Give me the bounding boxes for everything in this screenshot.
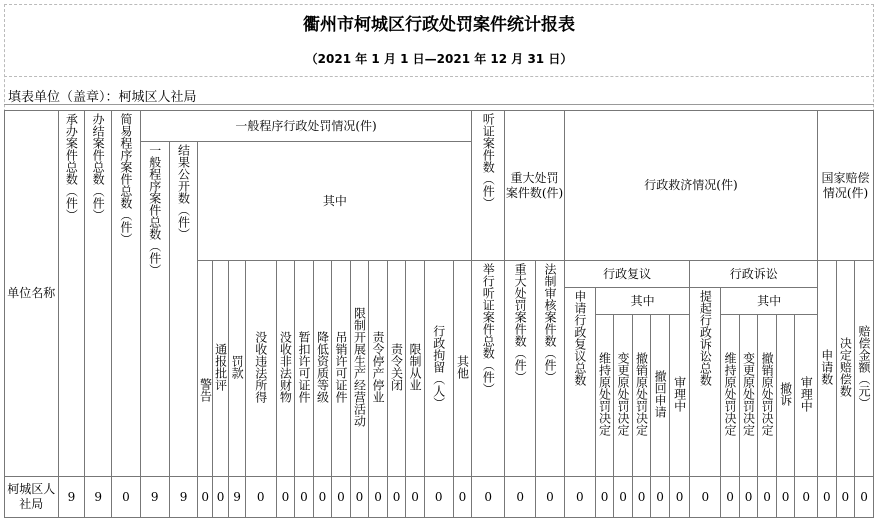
row-value: 0	[795, 477, 818, 518]
row-value: 0	[212, 477, 228, 518]
header-simple-total: 简易程序案件总数（件）	[112, 111, 141, 477]
row-value: 0	[406, 477, 425, 518]
row-value: 9	[140, 477, 169, 518]
header-restrict-employment: 限制从业	[406, 261, 425, 477]
header-unit-name: 单位名称	[5, 111, 59, 477]
header-comp-amount: 赔偿金额（元）	[855, 261, 874, 477]
statistics-table	[4, 110, 874, 518]
header-recon-total: 申请行政复议总数	[564, 288, 595, 477]
row-value: 0	[276, 477, 295, 518]
row-value: 0	[472, 477, 505, 518]
header-closed-total: 办结案件总数（件）	[85, 111, 112, 477]
header-lit-pending: 审理中	[795, 315, 818, 477]
row-value: 0	[776, 477, 795, 518]
row-value: 0	[855, 477, 874, 518]
header-general-total: 一般程序案件总数（件）	[140, 142, 169, 477]
header-lit-total: 提起行政诉讼总数	[690, 288, 721, 477]
row-value: 0	[651, 477, 670, 518]
header-detention: 行政拘留（人）	[424, 261, 453, 477]
row-value: 9	[58, 477, 85, 518]
header-among: 其中	[198, 142, 472, 261]
header-confiscate-property: 没收非法财物	[276, 261, 295, 477]
header-lower-qualification: 降低资质等级	[313, 261, 332, 477]
header-lit-withdraw: 撤诉	[776, 315, 795, 477]
row-value: 0	[669, 477, 690, 518]
header-recon-maintain: 维持原处罚决定	[595, 315, 614, 477]
table-row	[5, 477, 874, 518]
row-value: 0	[632, 477, 651, 518]
header-hearing-total: 举行听证案件总数（件）	[472, 261, 505, 477]
header-legal-review: 法制审核案件数（件）	[536, 261, 565, 477]
header-recon-change: 变更原处罚决定	[614, 315, 633, 477]
header-lit-among: 其中	[721, 288, 818, 315]
header-comp-group: 国家赔偿情况(件)	[818, 111, 874, 261]
header-lit-revoke: 撤销原处罚决定	[758, 315, 777, 477]
row-value: 0	[505, 477, 536, 518]
header-recon-withdraw: 撤回申请	[651, 315, 670, 477]
row-value: 0	[614, 477, 633, 518]
row-value: 0	[369, 477, 388, 518]
header-lit-maintain: 维持原处罚决定	[721, 315, 740, 477]
header-general-group: 一般程序行政处罚情况(件)	[140, 111, 471, 142]
header-suspend-license: 暂扣许可证件	[295, 261, 314, 477]
row-value: 0	[739, 477, 758, 518]
row-value: 0	[836, 477, 855, 518]
header-reconsideration: 行政复议	[564, 261, 690, 288]
header-order-close: 责令关闭	[387, 261, 406, 477]
header-recon-pending: 审理中	[669, 315, 690, 477]
filler-unit: 填表单位（盖章）：柯城区人社局	[8, 90, 197, 105]
header-order-stop: 责令停产停业	[369, 261, 388, 477]
header-warning: 警告	[198, 261, 212, 477]
row-value: 0	[536, 477, 565, 518]
row-value: 0	[721, 477, 740, 518]
header-fine: 罚款	[229, 261, 245, 477]
header-recon-among: 其中	[595, 288, 690, 315]
row-value: 0	[313, 477, 332, 518]
header-hearing-group: 听证案件数（件）	[472, 111, 505, 261]
divider	[4, 76, 874, 77]
header-comp-apply: 申请数	[818, 261, 837, 477]
row-unit: 柯城区人社局	[5, 477, 59, 518]
header-major-group: 重大处罚案件数(件)	[505, 111, 565, 261]
row-value: 0	[245, 477, 276, 518]
row-value: 0	[818, 477, 837, 518]
row-value: 0	[332, 477, 351, 518]
header-revoke-license: 吊销许可证件	[332, 261, 351, 477]
report-period: （2021 年 1 月 1 日—2021 年 12 月 31 日）	[305, 52, 573, 66]
header-public-total: 结果公开数（件）	[169, 142, 198, 477]
row-value: 0	[350, 477, 369, 518]
header-major-total: 重大处罚案件数（件）	[505, 261, 536, 477]
header-restrict-activity: 限制开展生产经营活动	[350, 261, 369, 477]
row-value: 0	[387, 477, 406, 518]
report-title: 衢州市柯城区行政处罚案件统计报表	[303, 15, 575, 35]
row-value: 9	[169, 477, 198, 518]
row-value: 0	[198, 477, 212, 518]
header-confiscate-income: 没收违法所得	[245, 261, 276, 477]
row-value: 0	[690, 477, 721, 518]
header-relief-group: 行政救济情况(件)	[564, 111, 817, 261]
row-value: 0	[758, 477, 777, 518]
header-litigation: 行政诉讼	[690, 261, 818, 288]
header-lit-change: 变更原处罚决定	[739, 315, 758, 477]
header-cases-total: 承办案件总数（件）	[58, 111, 85, 477]
row-value: 0	[424, 477, 453, 518]
row-value: 0	[295, 477, 314, 518]
header-comp-decide: 决定赔偿数	[836, 261, 855, 477]
row-value: 0	[564, 477, 595, 518]
header-recon-revoke: 撤销原处罚决定	[632, 315, 651, 477]
row-value: 9	[229, 477, 245, 518]
header-other: 其他	[453, 261, 472, 477]
row-value: 9	[85, 477, 112, 518]
header-notice: 通报批评	[212, 261, 228, 477]
row-value: 0	[453, 477, 472, 518]
row-value: 0	[112, 477, 141, 518]
row-value: 0	[595, 477, 614, 518]
